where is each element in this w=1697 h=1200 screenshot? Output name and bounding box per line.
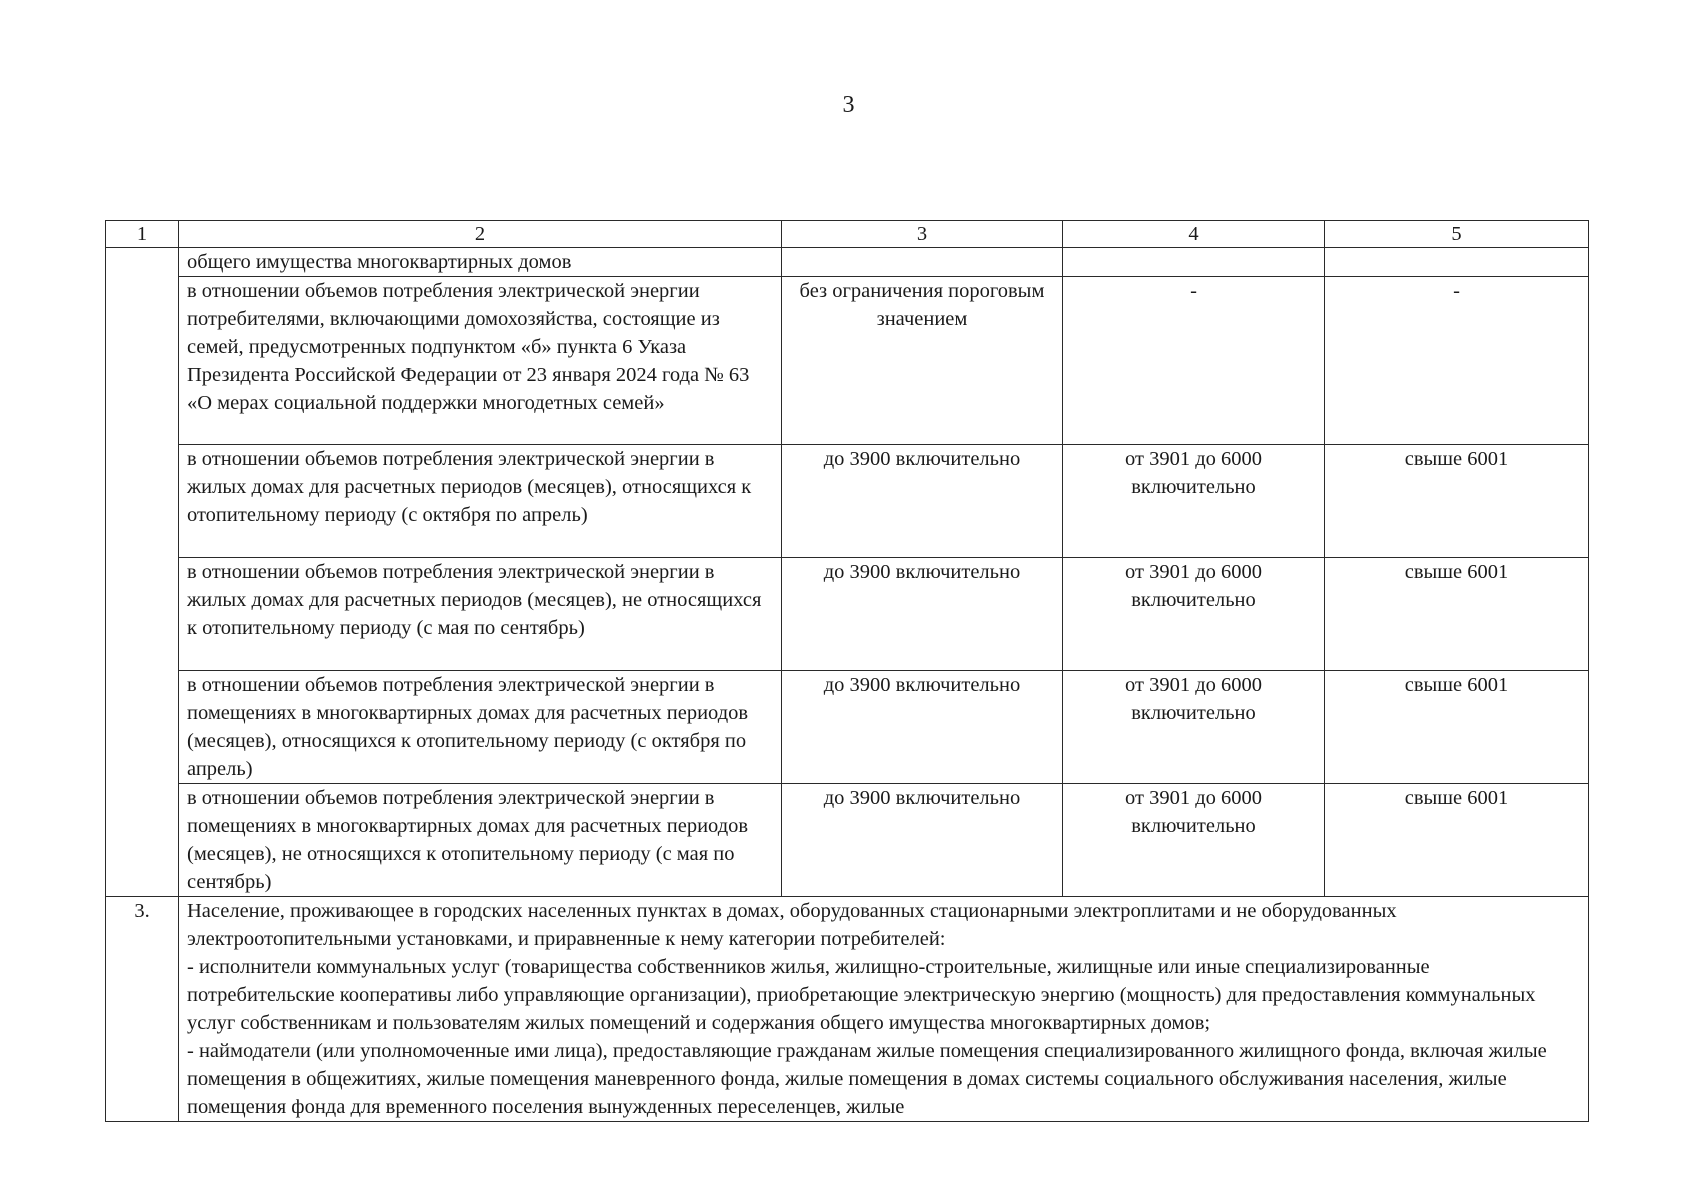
section-3-paragraph: Население, проживающее в городских населенных пунктах в домах, оборудованных стационарными электроплитами и не оборудованных электроотопительными установками, и приравненные к нему категории потребителей:: [187, 900, 1397, 950]
section-3-paragraph: - исполнители коммунальных услуг (товарищества собственников жилья, жилищно-строительные, жилищные или иные специализированные потребительские кооперативы либо управляющие организации), приобретающие электрическую энергию (мощность) для предоставления коммунальных услуг собственникам и пользователям жилых помещений и содержания общего имущества многоквартирных домов;: [187, 956, 1536, 1034]
threshold-cell: свыше 6001: [1325, 445, 1589, 558]
header-cell: 2: [179, 221, 782, 248]
threshold-cell: от 3901 до 6000 включительно: [1063, 784, 1325, 897]
row-number-cell: [106, 248, 179, 897]
description-cell: в отношении объемов потребления электрической энергии в жилых домах для расчетных периодов (месяцев), относящихся к отопительному периоду (с октября по апрель): [179, 445, 782, 558]
tariff-table: [105, 220, 1589, 1122]
table-row: [106, 784, 1589, 897]
table-row: [106, 558, 1589, 671]
description-cell: в отношении объемов потребления электрической энергии потребителями, включающими домохозяйства, состоящие из семей, предусмотренных подпунктом «б» пункта 6 Указа Президента Российской Федерации от 23 января 2024 года № 63 «О мерах социальной поддержки многодетных семей»: [179, 277, 782, 445]
threshold-cell: свыше 6001: [1325, 671, 1589, 784]
threshold-cell: свыше 6001: [1325, 784, 1589, 897]
section-3-paragraph: - наймодатели (или уполномоченные ими лица), предоставляющие гражданам жилые помещения специализированного жилищного фонда, включая жилые помещения в общежитиях, жилые помещения маневренного фонда, жилые помещения в домах системы социального обслуживания населения, жилые помещения фонда для временного поселения вынужденных переселенцев, жилые: [187, 1040, 1547, 1118]
header-cell: 3: [782, 221, 1063, 248]
threshold-cell: -: [1325, 277, 1589, 445]
threshold-cell: до 3900 включительно: [782, 445, 1063, 558]
header-cell: 5: [1325, 221, 1589, 248]
table-row: [106, 248, 1589, 277]
row-number-cell: 3.: [106, 897, 179, 1122]
header-cell: 1: [106, 221, 179, 248]
threshold-cell: до 3900 включительно: [782, 558, 1063, 671]
threshold-cell: свыше 6001: [1325, 558, 1589, 671]
section-3-description: [179, 897, 1589, 1122]
description-cell: общего имущества многоквартирных домов: [179, 248, 782, 277]
description-cell: в отношении объемов потребления электрической энергии в помещениях в многоквартирных домах для расчетных периодов (месяцев), относящихся к отопительному периоду (с октября по апрель): [179, 671, 782, 784]
threshold-cell: без ограничения пороговым значением: [782, 277, 1063, 445]
threshold-cell: до 3900 включительно: [782, 784, 1063, 897]
table-header-row: [106, 221, 1589, 248]
table-row: [106, 445, 1589, 558]
header-cell: 4: [1063, 221, 1325, 248]
table-row: [106, 277, 1589, 445]
section-3-row: [106, 897, 1589, 1122]
threshold-cell: от 3901 до 6000 включительно: [1063, 671, 1325, 784]
table-row: [106, 671, 1589, 784]
description-cell: в отношении объемов потребления электрической энергии в помещениях в многоквартирных домах для расчетных периодов (месяцев), не относящихся к отопительному периоду (с мая по сентябрь): [179, 784, 782, 897]
threshold-cell: от 3901 до 6000 включительно: [1063, 445, 1325, 558]
threshold-cell: [782, 248, 1063, 277]
threshold-cell: [1063, 248, 1325, 277]
threshold-cell: [1325, 248, 1589, 277]
threshold-cell: -: [1063, 277, 1325, 445]
description-cell: в отношении объемов потребления электрической энергии в жилых домах для расчетных периодов (месяцев), не относящихся к отопительному периоду (с мая по сентябрь): [179, 558, 782, 671]
threshold-cell: до 3900 включительно: [782, 671, 1063, 784]
page-number: 3: [842, 92, 855, 118]
threshold-cell: от 3901 до 6000 включительно: [1063, 558, 1325, 671]
